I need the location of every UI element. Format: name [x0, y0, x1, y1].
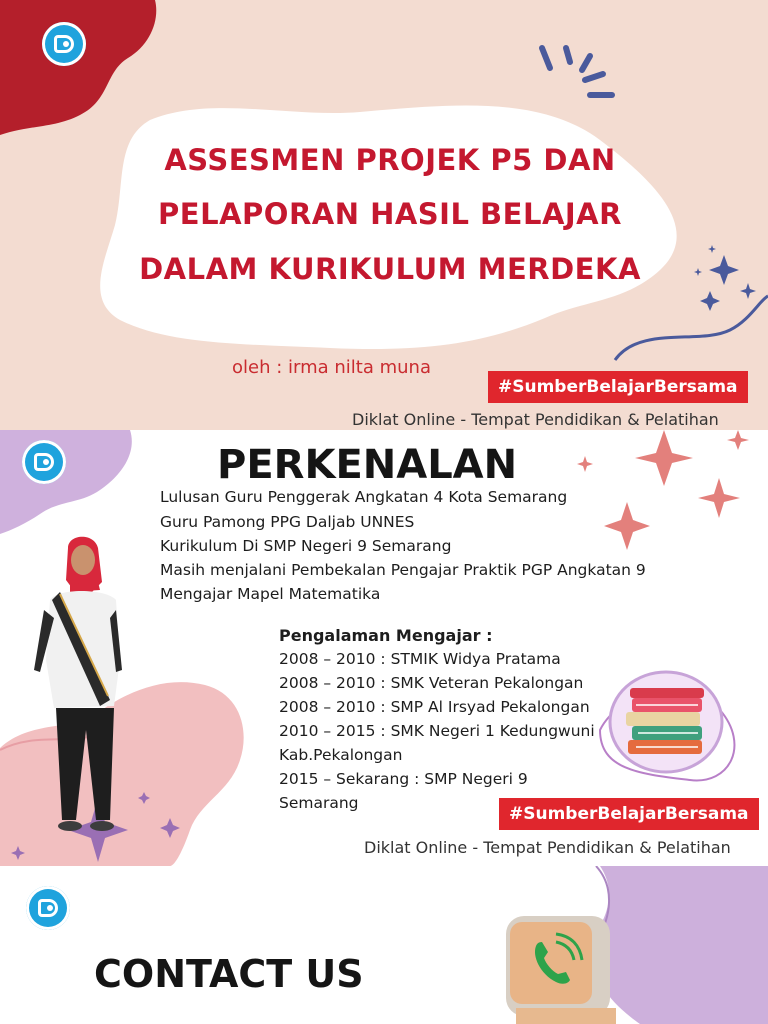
hashtag-badge: #SumberBelajarBersama [499, 798, 759, 830]
hashtag-badge: #SumberBelajarBersama [488, 371, 748, 403]
experience-line-2: 2008 – 2010 : SMK Veteran Pekalongan [279, 674, 584, 692]
diklat-logo-icon [26, 886, 70, 930]
experience-line-7: Semarang [279, 794, 359, 812]
book-stack-icon [608, 670, 724, 774]
experience-title: Pengalaman Mengajar : [279, 626, 493, 645]
intro-line-4: Masih menjalani Pembekalan Pengajar Praktik PGP Angkatan 9 [160, 561, 646, 579]
experience-line-3: 2008 – 2010 : SMP Al Irsyad Pekalongan [279, 698, 590, 716]
title-line-1: ASSESMEN PROJEK P5 DAN [164, 143, 616, 177]
intro-line-1: Lulusan Guru Penggerak Angkatan 4 Kota Semarang [160, 488, 568, 506]
author-label: oleh : irma nilta muna [232, 357, 431, 378]
slide-perkenalan [0, 430, 768, 866]
experience-line-4: 2010 – 2015 : SMK Negeri 1 Kedungwuni [279, 722, 595, 740]
intro-line-3: Kurikulum Di SMP Negeri 9 Semarang [160, 537, 452, 555]
footer-text: Diklat Online - Tempat Pendidikan & Pelatihan [364, 838, 731, 857]
title-line-3: DALAM KURIKULUM MERDEKA [139, 252, 641, 286]
intro-line-5: Mengajar Mapel Matematika [160, 585, 381, 603]
phone-icon [496, 916, 636, 1024]
footer-text: Diklat Online - Tempat Pendidikan & Pelatihan [352, 410, 719, 429]
experience-line-1: 2008 – 2010 : STMIK Widya Pratama [279, 650, 561, 668]
experience-line-5: Kab.Pekalongan [279, 746, 403, 764]
diklat-logo-icon [42, 22, 86, 66]
slide-title [0, 0, 768, 430]
diklat-logo-icon [22, 440, 66, 484]
slide-contact [0, 866, 768, 1024]
presenter-photo [30, 530, 125, 832]
experience-line-6: 2015 – Sekarang : SMP Negeri 9 [279, 770, 528, 788]
intro-line-2: Guru Pamong PPG Daljab UNNES [160, 513, 415, 531]
perkenalan-heading: PERKENALAN [217, 442, 518, 488]
contact-heading: CONTACT US [94, 952, 364, 996]
slide3-background-shapes [0, 866, 768, 1024]
title-line-2: PELAPORAN HASIL BELAJAR [158, 197, 622, 231]
